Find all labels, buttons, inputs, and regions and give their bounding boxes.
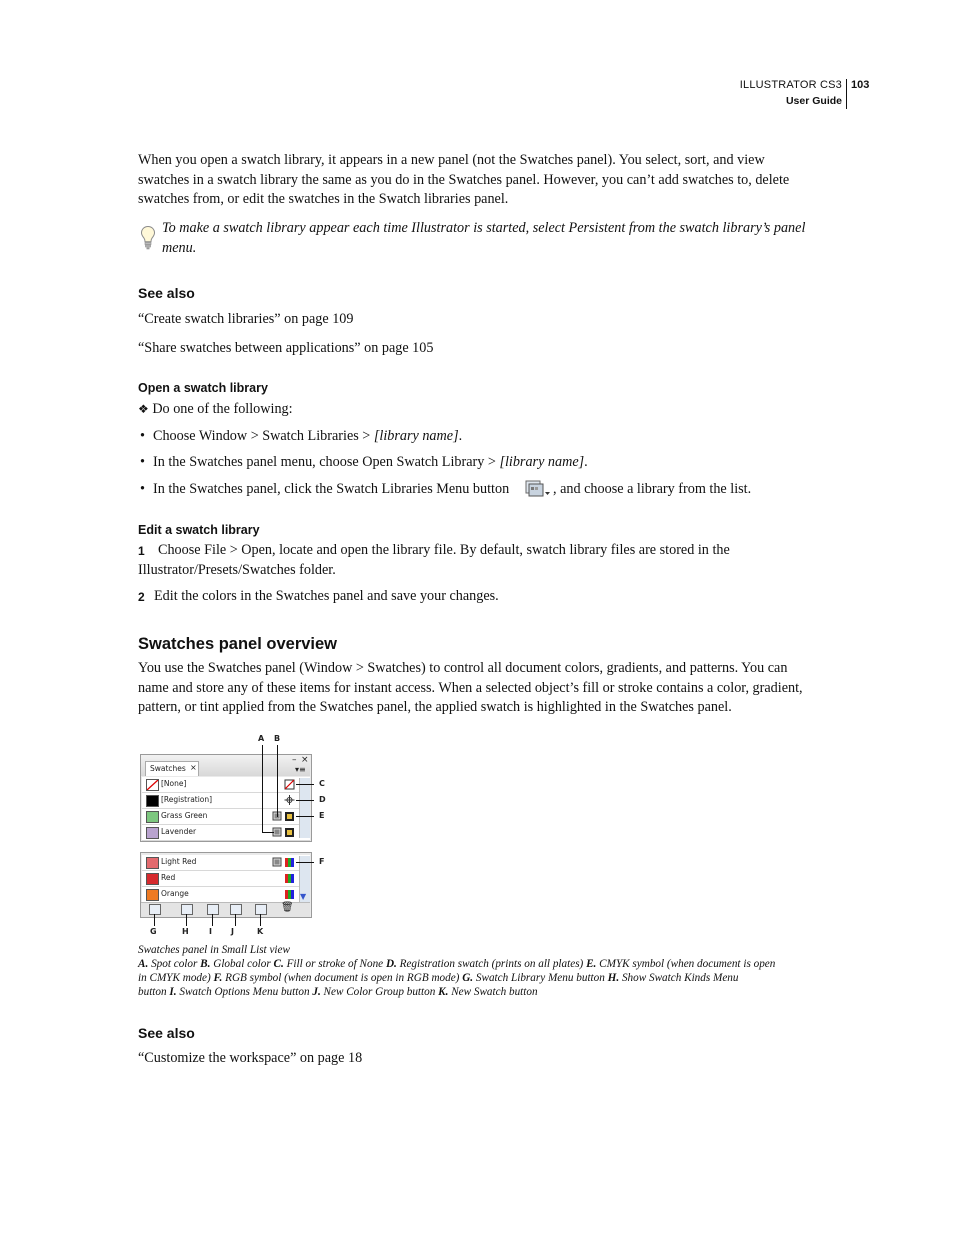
header-product: ILLUSTRATOR CS3	[739, 79, 842, 91]
swatch-name: [None]	[161, 779, 187, 788]
caption-key: D.	[385, 958, 397, 970]
callout-line-h	[186, 914, 187, 926]
callout-line-c	[296, 784, 314, 785]
orange-swatch	[146, 889, 159, 901]
step-text-cont: Illustrator/Presets/Swatches folder.	[138, 562, 336, 578]
bullet-text: In the Swatches panel, click the Swatch Libraries Menu button	[153, 481, 510, 497]
swatch-name: Lavender	[161, 827, 197, 836]
tip-text	[162, 219, 805, 258]
light-red-swatch	[146, 857, 159, 869]
caption-text: in CMYK mode)	[138, 972, 214, 984]
callout-label-f: F	[319, 857, 325, 866]
callout-line-d	[296, 800, 314, 801]
figure-caption	[138, 943, 828, 999]
callout-label-c: C	[319, 779, 325, 788]
callout-line-k	[260, 914, 261, 926]
panel-collapse-icon[interactable]: –	[292, 755, 297, 765]
overview-line: pattern, or tint applied from the Swatches panel, the applied swatch is highlighted in the Swatches panel.	[138, 699, 732, 716]
callout-line-e	[296, 816, 314, 817]
callout-line-g	[154, 914, 155, 926]
caption-text: Global color	[210, 958, 274, 970]
caption-line	[138, 985, 828, 999]
new-color-group-button[interactable]	[230, 904, 242, 915]
step-number: 2	[138, 590, 145, 604]
callout-line-a	[262, 832, 274, 833]
caption-key: J.	[312, 986, 321, 998]
intro-paragraph	[138, 151, 789, 210]
swatch-name: Light Red	[161, 857, 197, 866]
caption-line	[138, 971, 828, 985]
caption-text: Swatch Library Menu button	[473, 972, 608, 984]
caption-text: Fill or stroke of None	[283, 958, 386, 970]
caption-key: B.	[200, 958, 211, 970]
callout-label-h: H	[182, 927, 189, 936]
tab-close-icon[interactable]: ×	[190, 763, 197, 772]
show-swatch-kinds-button[interactable]	[181, 904, 193, 915]
caption-key: E.	[586, 958, 597, 970]
caption-key: A.	[138, 958, 149, 970]
caption-text: Spot color	[148, 958, 201, 970]
caption-text: New Swatch button	[448, 986, 538, 998]
see-also-heading: See also	[138, 1025, 195, 1041]
open-library-heading: Open a swatch library	[138, 381, 268, 395]
row-status-icons	[271, 778, 299, 838]
bullet-dot: •	[140, 428, 145, 444]
see-also-link[interactable]: “Share swatches between applications” on page 105	[138, 340, 434, 356]
caption-key: H.	[607, 972, 620, 984]
panel-menu-icon[interactable]: ▾≡	[295, 765, 306, 774]
section-heading: Swatches panel overview	[138, 635, 338, 653]
tab-swatches[interactable]	[145, 761, 199, 776]
trash-icon[interactable]: 🗑	[281, 902, 294, 913]
edit-library-heading: Edit a swatch library	[138, 523, 260, 537]
caption-key: G.	[462, 972, 474, 984]
tab-label: Swatches	[150, 764, 186, 773]
caption-text: button	[138, 986, 170, 998]
page-number: 103	[851, 79, 870, 91]
bullet-text-suffix: , and choose a library from the list.	[553, 481, 752, 497]
step-text: Edit the colors in the Swatches panel and save your changes.	[154, 588, 499, 604]
caption-text: RGB symbol (when document is open in RGB mode)	[222, 972, 463, 984]
swatch-library-menu-button[interactable]	[149, 904, 161, 915]
caption-text: New Color Group button	[320, 986, 439, 998]
intro-line: When you open a swatch library, it appears in a new panel (not the Swatches panel). You select, sort, and view	[138, 152, 765, 168]
intro-text: Do one of the following:	[152, 401, 293, 417]
caption-key: F.	[213, 972, 223, 984]
caption-text: Registration swatch (prints on all plates)	[396, 958, 587, 970]
lavender-swatch	[146, 827, 159, 839]
bullet-item	[140, 480, 510, 500]
swatch-name: Orange	[161, 889, 189, 898]
bullet-text: In the Swatches panel menu, choose Open Swatch Library > [library name].	[153, 454, 588, 470]
caption-title: Swatches panel in Small List view	[138, 944, 290, 956]
swatch-name: Red	[161, 873, 176, 882]
new-swatch-button[interactable]	[255, 904, 267, 915]
bullet-text: Choose Window > Swatch Libraries > [library name].	[153, 428, 463, 444]
caption-text: CMYK symbol (when document is open	[596, 958, 776, 970]
step-text: Choose File > Open, locate and open the library file. By default, swatch library files are stored in the	[158, 542, 730, 558]
intro-line: swatches in a swatch library the same as you do in the Swatches panel. However, you can’t add swatches to, delete	[138, 171, 790, 188]
step-number: 1	[138, 544, 145, 558]
rgb-symbol-icons	[271, 856, 299, 902]
see-also-link[interactable]: “Create swatch libraries” on page 109	[138, 311, 354, 327]
lightbulb-icon	[139, 225, 157, 251]
red-swatch	[146, 873, 159, 885]
swatch-name: Grass Green	[161, 811, 208, 820]
callout-label-g: G	[150, 927, 157, 936]
callout-line-b	[277, 745, 278, 817]
caption-text: Swatch Options Menu button	[176, 986, 313, 998]
callout-label-d: D	[319, 795, 326, 804]
caption-key: K.	[438, 986, 449, 998]
caption-text: Show Swatch Kinds Menu	[619, 972, 739, 984]
grass-green-swatch	[146, 811, 159, 823]
callout-line-j	[235, 914, 236, 926]
callout-line-f	[296, 862, 314, 863]
registration-swatch	[146, 795, 159, 807]
diamond-bullet-icon: ❖	[138, 402, 149, 416]
tip-line: menu.	[162, 239, 197, 256]
panel-close-icon[interactable]: ×	[301, 755, 309, 765]
tip-line: To make a swatch library appear each time Illustrator is started, select Persistent from the swatch library’s panel	[162, 220, 806, 236]
caption-line	[138, 957, 828, 971]
bullet-dot: •	[140, 454, 145, 470]
caption-key: I.	[169, 986, 177, 998]
see-also-heading: See also	[138, 285, 195, 301]
intro-line: swatches from, or edit the swatches in the Swatch libraries panel.	[138, 191, 509, 208]
swatch-options-button[interactable]	[207, 904, 219, 915]
overview-paragraph	[138, 659, 803, 718]
open-library-intro	[138, 400, 293, 420]
see-also-link[interactable]: “Customize the workspace” on page 18	[138, 1050, 363, 1066]
callout-label-i: I	[209, 927, 212, 936]
callout-label-a: A	[258, 734, 265, 743]
scroll-down-icon[interactable]: ▼	[300, 892, 307, 901]
caption-key: C.	[273, 958, 284, 970]
overview-line: You use the Swatches panel (Window > Swatches) to control all document colors, gradients, and patterns. You can	[138, 660, 788, 676]
callout-line-a	[262, 745, 263, 833]
bullet-item	[140, 453, 588, 473]
bullet-item	[140, 427, 463, 447]
callout-label-j: J	[231, 927, 234, 936]
scrollbar[interactable]	[299, 778, 310, 838]
none-slash-icon	[147, 780, 158, 790]
callout-label-e: E	[319, 811, 325, 820]
header-divider	[846, 79, 847, 109]
bullet-dot: •	[140, 481, 145, 497]
overview-line: name and store any of these items for instant access. When a selected object’s fill or stroke contains a color, gradient,	[138, 679, 803, 696]
swatch-name: [Registration]	[161, 795, 213, 804]
header-guide: User Guide	[785, 95, 842, 107]
callout-label-b: B	[274, 734, 281, 743]
none-swatch-icon	[146, 779, 159, 791]
callout-label-k: K	[257, 927, 264, 936]
swatch-libraries-menu-icon	[524, 479, 552, 497]
callout-line-i	[212, 914, 213, 926]
